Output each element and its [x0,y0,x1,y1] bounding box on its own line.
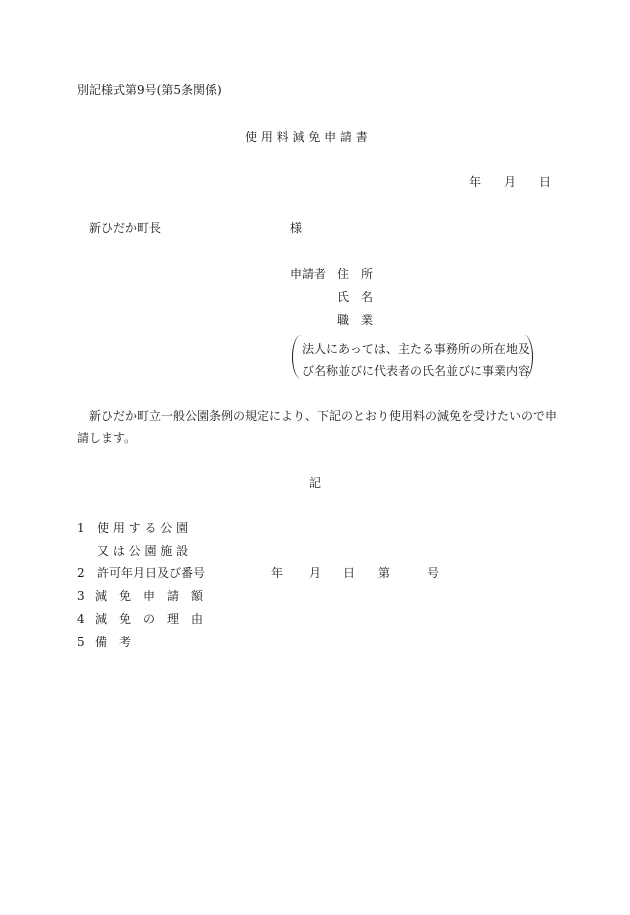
item-number: 5 [77,635,85,649]
body-text-line1: 新ひだか町立一般公園条例の規定により、下記のとおり使用料の減免を受けたいので申 [89,409,558,423]
permit-year-label: 年 [271,566,284,580]
applicant-label: 申請者 [290,267,327,281]
item-remarks-label: 備 考 [95,635,132,649]
date-month-label: 月 [504,175,517,189]
body-text-line2: 請します。 [77,431,137,445]
corporate-note-line1: 法人にあっては、主たる事務所の所在地及 [302,342,530,356]
item-park-label: 使 用 す る 公 園 [97,521,189,535]
permit-day-label: 日 [343,566,356,580]
item-reduction-reason-label: 減 免 の 理 由 [95,612,204,626]
document-title: 使 用 料 減 免 申 請 書 [245,130,368,144]
recipient-honorific: 様 [290,221,303,235]
recipient-name: 新ひだか町長 [89,221,162,235]
permit-number-suffix: 号 [427,566,440,580]
item-number: 1 [77,521,85,535]
form-reference: 別記様式第9号(第5条関係) [77,83,222,97]
item-permit-label: 許可年月日及び番号 [97,566,206,580]
applicant-name-label: 氏 名 [337,290,374,304]
corporate-note-line2: び名称並びに代表者の氏名並びに事業内容 [302,364,531,378]
applicant-occupation-label: 職 業 [337,313,374,327]
item-number: 3 [77,589,85,603]
permit-month-label: 月 [309,566,322,580]
applicant-address-label: 住 所 [337,267,374,281]
item-reduction-amount-label: 減 免 申 請 額 [95,589,204,603]
item-park-facility-label: 又 は 公 園 施 設 [97,544,189,558]
item-number: 2 [77,566,85,580]
date-year-label: 年 [469,175,482,189]
ki-heading: 記 [309,476,322,490]
permit-number-prefix: 第 [378,566,391,580]
item-number: 4 [77,612,85,626]
date-day-label: 日 [539,175,552,189]
